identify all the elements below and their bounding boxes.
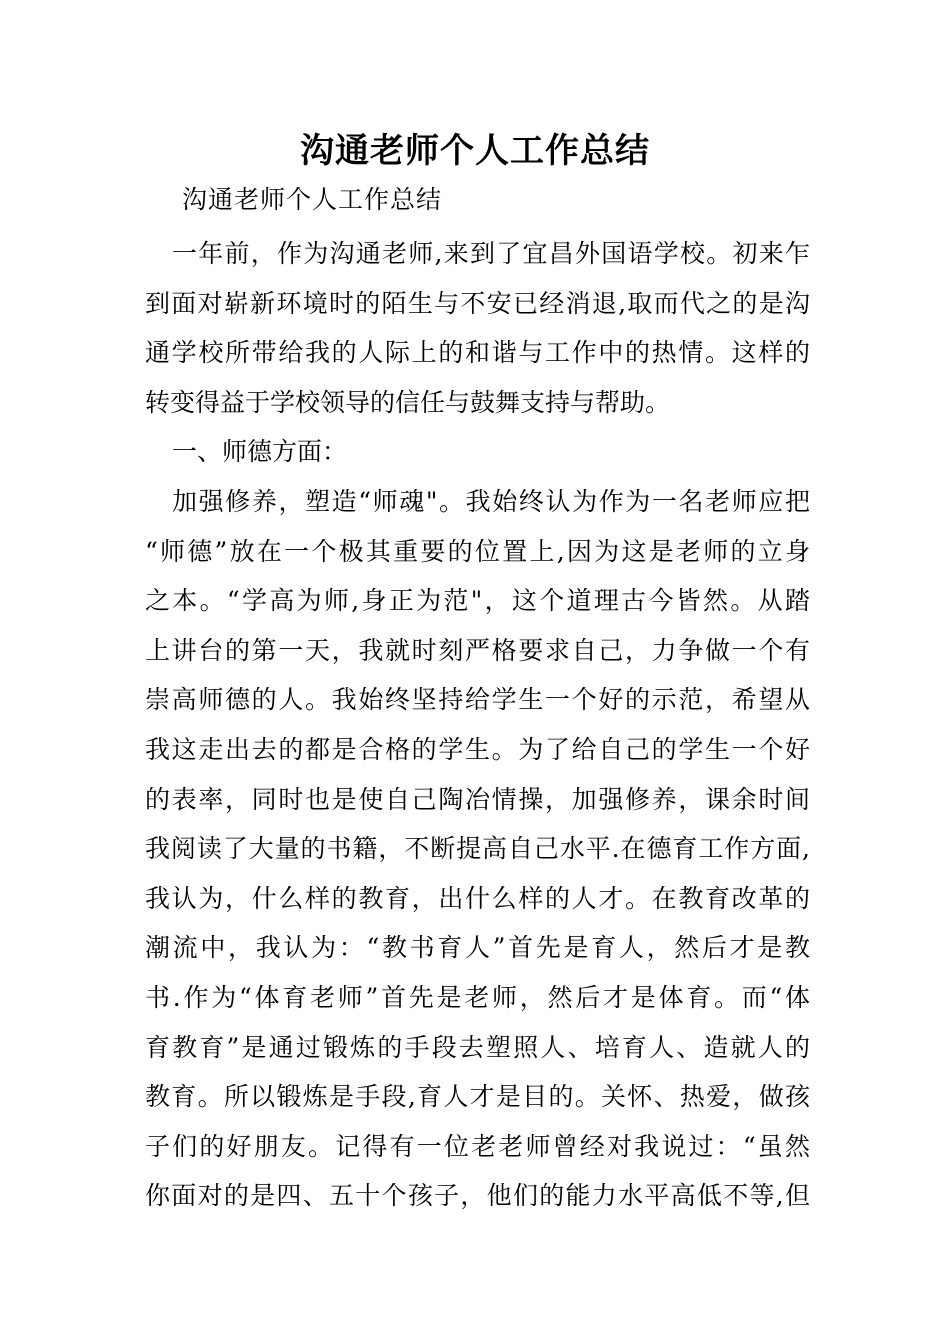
text-line: 教育。所以锻炼是手段,育人才是目的。关怀、热爱，做孩 — [145, 1082, 810, 1112]
text-line: 一年前，作为沟通老师,来到了宜昌外国语学校。初来乍 — [172, 239, 810, 268]
text-line: 加强修养，塑造“师魂"。我始终认为作为一名老师应把 — [172, 486, 810, 516]
text-line: 子们的好朋友。记得有一位老老师曾经对我说过：“虽然 — [145, 1131, 810, 1161]
text-line: 我阅读了大量的书籍，不断提高自己水平.在德育工作方面, — [145, 834, 810, 864]
text-line: 的表率，同时也是使自己陶冶情操，加强修养，课余时间 — [145, 784, 810, 814]
document-subtitle: 沟通老师个人工作总结 — [182, 185, 443, 214]
text-line: “师德”放在一个极其重要的位置上,因为这是老师的立身 — [145, 536, 810, 566]
text-line: 之本。“学高为师,身正为范"，这个道理古今皆然。从踏 — [145, 586, 810, 616]
text-line: 上讲台的第一天，我就时刻严格要求自己，力争做一个有 — [145, 635, 810, 665]
section-heading: 一、师德方面： — [172, 437, 348, 467]
text-line: 你面对的是四、五十个孩子，他们的能力水平高低不等,但 — [145, 1181, 810, 1211]
text-line: 潮流中，我认为：“教书育人”首先是育人，然后才是教 — [145, 933, 810, 963]
text-line: 书.作为“体育老师”首先是老师，然后才是体育。而“体 — [145, 982, 810, 1012]
document-title: 沟通老师个人工作总结 — [300, 131, 650, 171]
text-line: 通学校所带给我的人际上的和谐与工作中的热情。这样的 — [145, 338, 810, 368]
text-line: 我这走出去的都是合格的学生。为了给自己的学生一个好 — [145, 734, 810, 764]
text-line: 转变得益于学校领导的信任与鼓舞支持与帮助。 — [145, 387, 671, 417]
document-body — [145, 229, 810, 1221]
text-line: 我认为，什么样的教育，出什么样的人才。在教育改革的 — [145, 883, 810, 913]
text-line: 育教育”是通过锻炼的手段去塑照人、培育人、造就人的 — [145, 1032, 810, 1062]
text-line: 崇高师德的人。我始终坚持给学生一个好的示范，希望从 — [145, 685, 810, 715]
text-line: 到面对崭新环境时的陌生与不安已经消退,取而代之的是沟 — [145, 288, 810, 318]
